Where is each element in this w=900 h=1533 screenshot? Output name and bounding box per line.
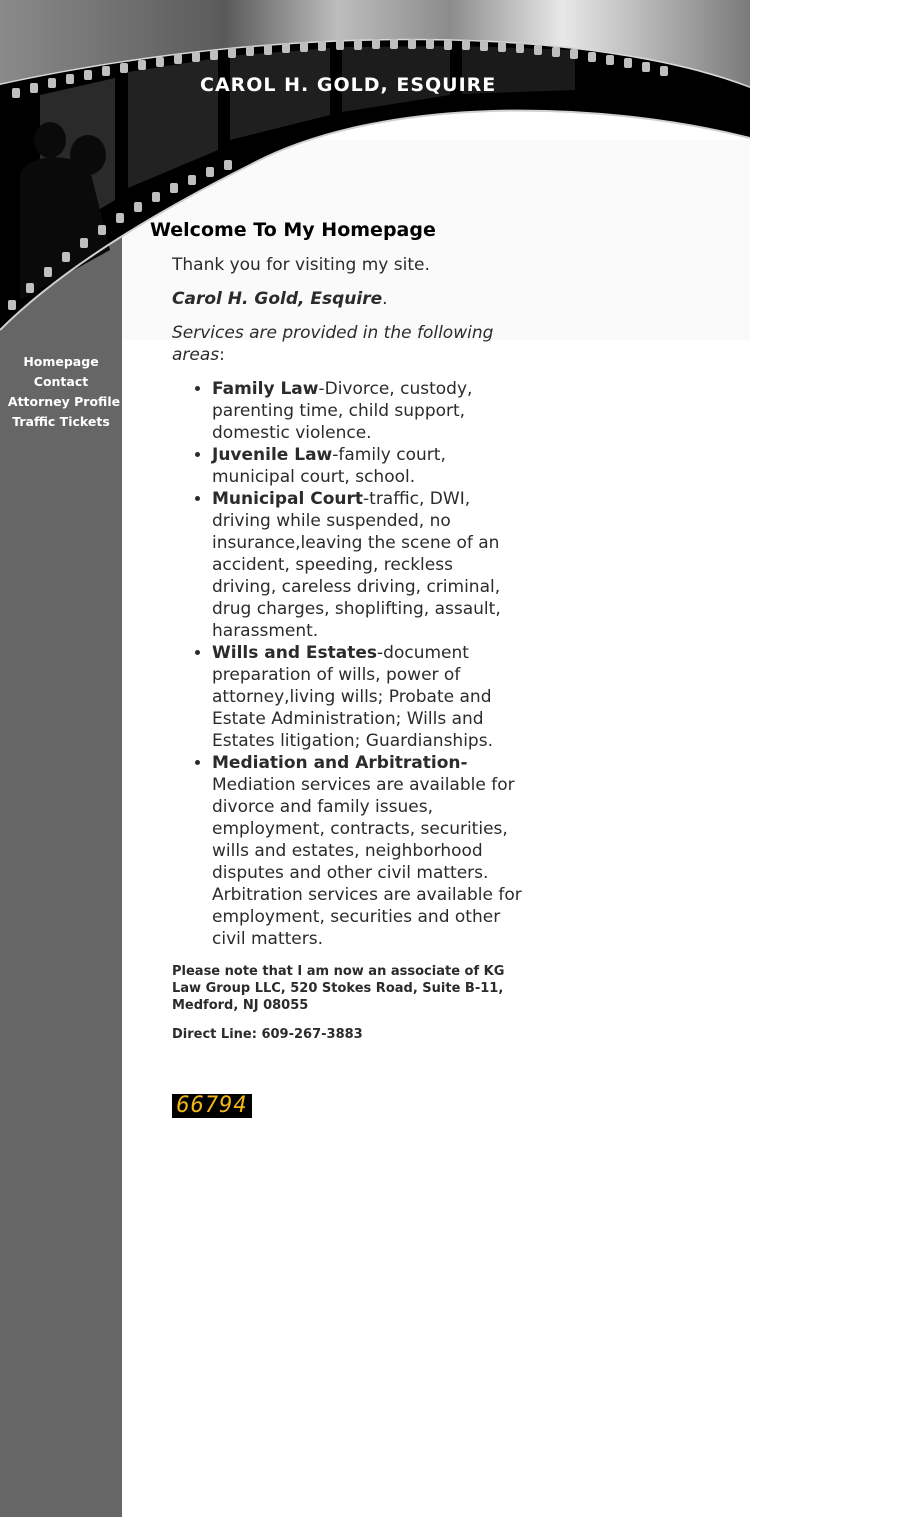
direct-line: Direct Line: 609-267-3883 bbox=[172, 1027, 363, 1042]
service-description: Mediation services are available for divorce and family issues, employment, contracts, securities, wills and estates, neighborhood disputes and other civil matters. Arbitration services are available for employment, securities and other civil matters. bbox=[212, 775, 522, 949]
service-description: -document preparation of wills, power of attorney,living wills; Probate and Estate Administration; Wills and Estates litigation; Guardianships. bbox=[212, 643, 493, 751]
service-title: Mediation and Arbitration- bbox=[212, 753, 468, 773]
services-list bbox=[172, 378, 522, 950]
service-item-juvenile-law bbox=[212, 444, 522, 488]
service-description: -family court, municipal court, school. bbox=[212, 445, 446, 487]
service-item-family-law bbox=[212, 378, 522, 444]
nav-item-traffic-tickets bbox=[0, 412, 122, 432]
nav-item-attorney-profile bbox=[0, 392, 122, 412]
nav-item-homepage bbox=[0, 352, 122, 372]
nav-item-contact bbox=[0, 372, 122, 392]
signature-name: Carol H. Gold, Esquire bbox=[172, 289, 383, 309]
main-content bbox=[172, 254, 522, 1043]
service-title: Municipal Court bbox=[212, 489, 364, 509]
service-title: Family Law bbox=[212, 379, 319, 399]
service-item-municipal-court bbox=[212, 488, 522, 642]
services-intro bbox=[172, 322, 522, 366]
services-intro-colon: : bbox=[219, 345, 225, 365]
service-item-mediation-arbitration bbox=[212, 752, 522, 950]
sidebar-navigation bbox=[0, 352, 122, 432]
hit-counter: 66794 bbox=[172, 1094, 252, 1118]
page-heading: Welcome To My Homepage bbox=[150, 219, 436, 241]
nav-link-contact[interactable]: Contact bbox=[33, 374, 89, 389]
service-item-wills-and-estates bbox=[212, 642, 522, 752]
service-title: Juvenile Law bbox=[212, 445, 333, 465]
services-intro-text: Services are provided in the following areas bbox=[172, 323, 494, 365]
nav-link-traffic-tickets[interactable]: Traffic Tickets bbox=[12, 414, 110, 429]
service-title: Wills and Estates bbox=[212, 643, 378, 663]
site-title: CAROL H. GOLD, ESQUIRE bbox=[200, 74, 497, 96]
signature-line bbox=[172, 288, 522, 310]
thank-you-text: Thank you for visiting my site. bbox=[172, 255, 430, 275]
service-description: -traffic, DWI, driving while suspended, no insurance,leaving the scene of an accident, speeding, reckless driving, careless driving, criminal, drug charges, shoplifting, assault, harassment. bbox=[212, 489, 501, 641]
nav-link-attorney-profile[interactable]: Attorney Profile bbox=[7, 394, 121, 409]
associate-note: Please note that I am now an associate of KG Law Group LLC, 520 Stokes Road, Suite B-11, Medford, NJ 08055 bbox=[172, 964, 505, 1013]
nav-link-homepage[interactable]: Homepage bbox=[23, 354, 99, 369]
signature-period: . bbox=[382, 289, 388, 309]
service-description: -Divorce, custody, parenting time, child support, domestic violence. bbox=[212, 379, 473, 443]
